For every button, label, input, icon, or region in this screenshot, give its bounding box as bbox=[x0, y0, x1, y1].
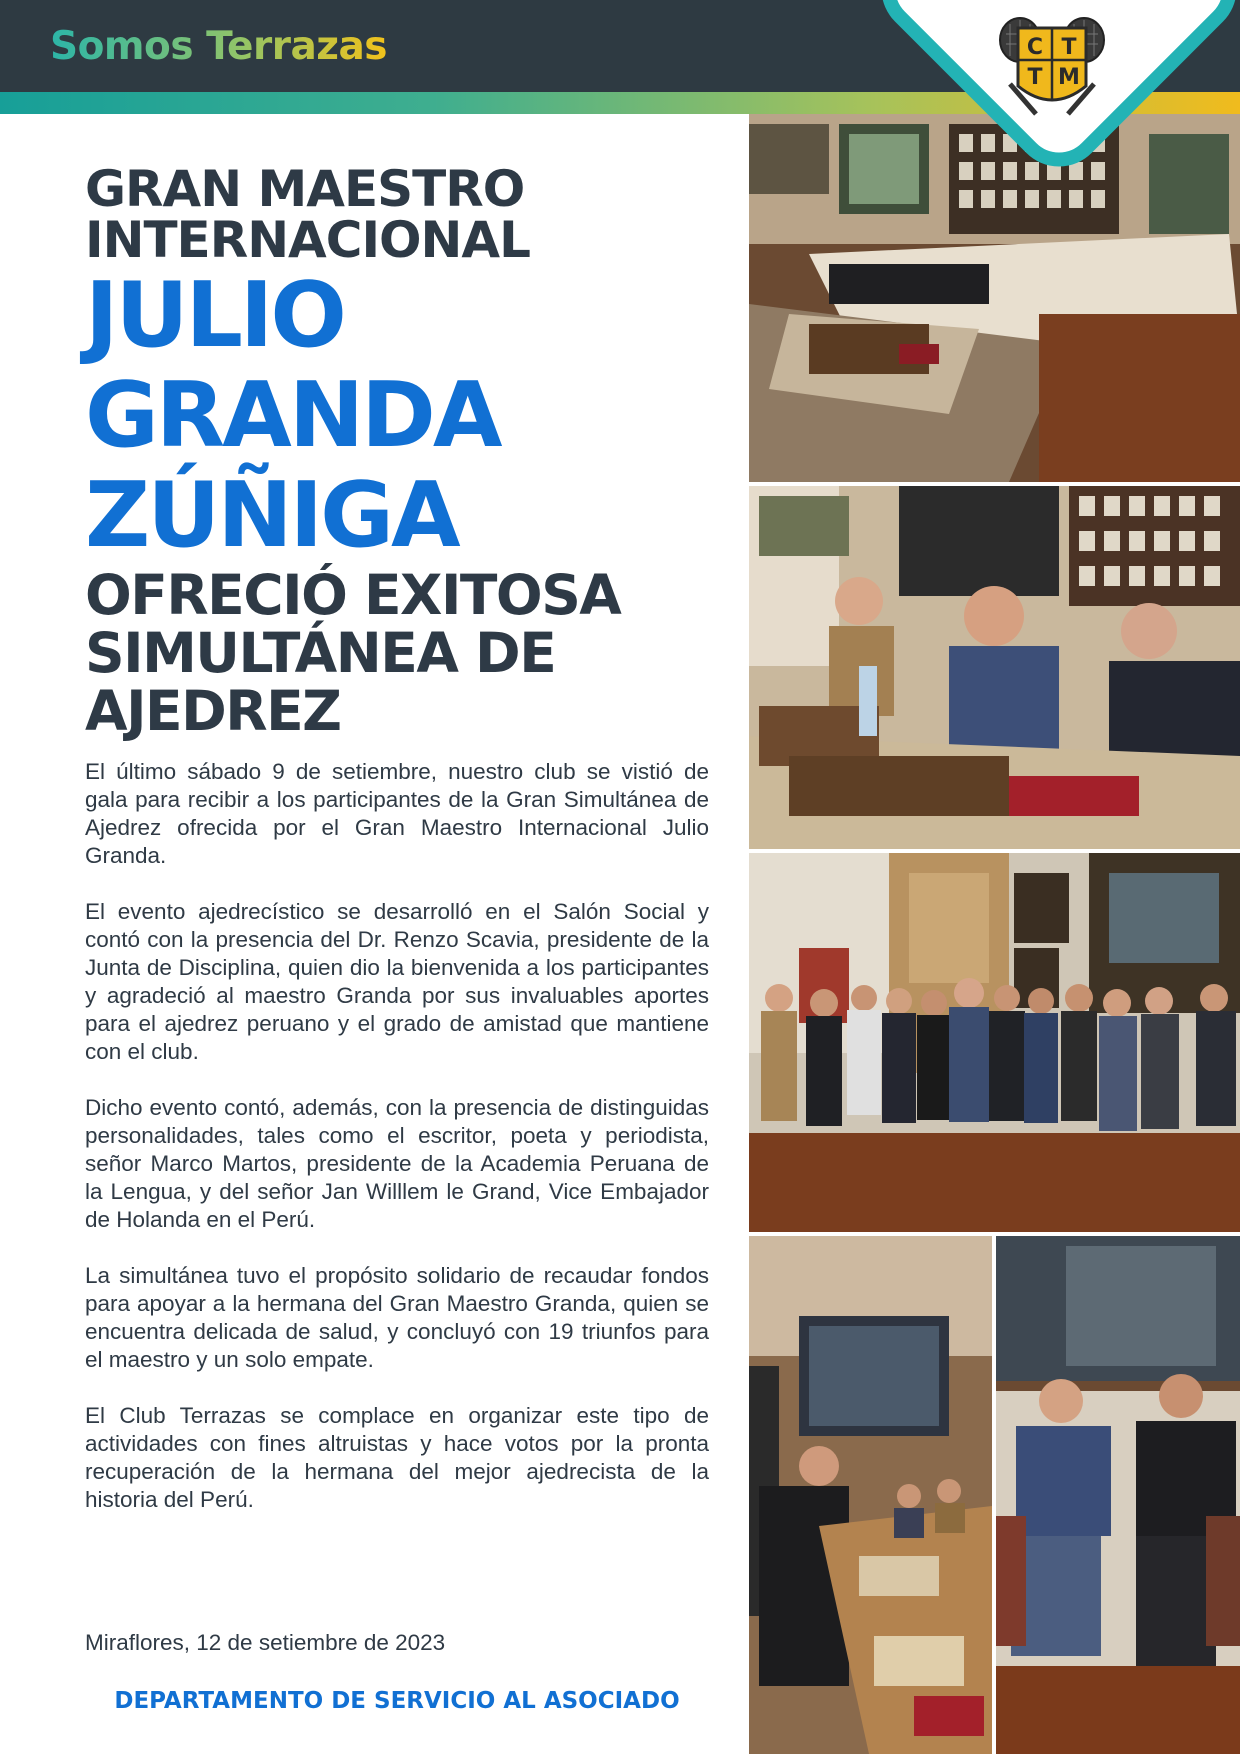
paragraph-3: Dicho evento contó, además, con la presencia de distinguidas personalidades, tales como el escritor, poeta y periodista, señor Marco Martos, presidente de la Academia Peruana de la Lengua, y del señor Jan Willlem le Grand, Vice Embajador de Holanda en el Perú. bbox=[85, 1095, 709, 1232]
article-body bbox=[85, 758, 709, 1542]
headline-line-2: INTERNACIONAL bbox=[85, 211, 530, 269]
headline-line-4: SIMULTÁNEA DE bbox=[85, 621, 556, 685]
photo-chess-salon bbox=[749, 114, 1240, 482]
headline-name-1: JULIO bbox=[85, 263, 344, 368]
headline-line-5: AJEDREZ bbox=[85, 679, 341, 743]
brand-title: Somos Terrazas bbox=[50, 24, 387, 69]
club-crest-logo bbox=[996, 14, 1108, 116]
headline-name-2: GRANDA bbox=[85, 363, 500, 468]
logo-letter-t2: T bbox=[1027, 65, 1043, 90]
headline-name-3: ZÚÑIGA bbox=[85, 463, 458, 568]
signature-date: Miraflores, 12 de setiembre de 2023 bbox=[85, 1630, 446, 1655]
headline-line-3: OFRECIÓ EXITOSA bbox=[85, 563, 621, 627]
logo-letter-c: C bbox=[1026, 35, 1044, 60]
department-name: DEPARTAMENTO DE SERVICIO AL ASOCIADO bbox=[114, 1688, 680, 1714]
paragraph-4: La simultánea tuvo el propósito solidario de recaudar fondos para apoyar a la hermana del Gran Maestro Granda, quien se encuentra delicada de salud, y concluyó con 19 triunfos para el maestro y un solo empate. bbox=[85, 1263, 709, 1372]
paragraph-1: El último sábado 9 de setiembre, nuestro club se vistió de gala para recibir a los participantes de la Gran Simultánea de Ajedrez ofrecida por el Gran Maestro Internacional Julio Granda. bbox=[85, 759, 709, 868]
photo-conversation bbox=[996, 1236, 1240, 1754]
photo-players-seated bbox=[749, 486, 1240, 849]
paragraph-5: El Club Terrazas se complace en organizar este tipo de actividades con fines altruistas y hace votos por la pronta recuperación de la hermana del mejor ajedrecista de la historia del Perú. bbox=[85, 1403, 709, 1512]
logo-letter-m: M bbox=[1058, 65, 1080, 90]
photo-simultaneous-play bbox=[749, 1236, 992, 1754]
headline-line-1: GRAN MAESTRO bbox=[85, 160, 525, 218]
headline bbox=[85, 160, 725, 743]
logo-letter-t1: T bbox=[1061, 35, 1077, 60]
paragraph-2: El evento ajedrecístico se desarrolló en el Salón Social y contó con la presencia del Dr. Renzo Scavia, presidente de la Junta de Disciplina, quien dio la bienvenida a los participantes y agradeció al maestro Granda por sus invaluables aportes para el ajedrez peruano y el grado de amistad que mantiene con el club. bbox=[85, 899, 709, 1064]
photo-group bbox=[749, 853, 1240, 1232]
